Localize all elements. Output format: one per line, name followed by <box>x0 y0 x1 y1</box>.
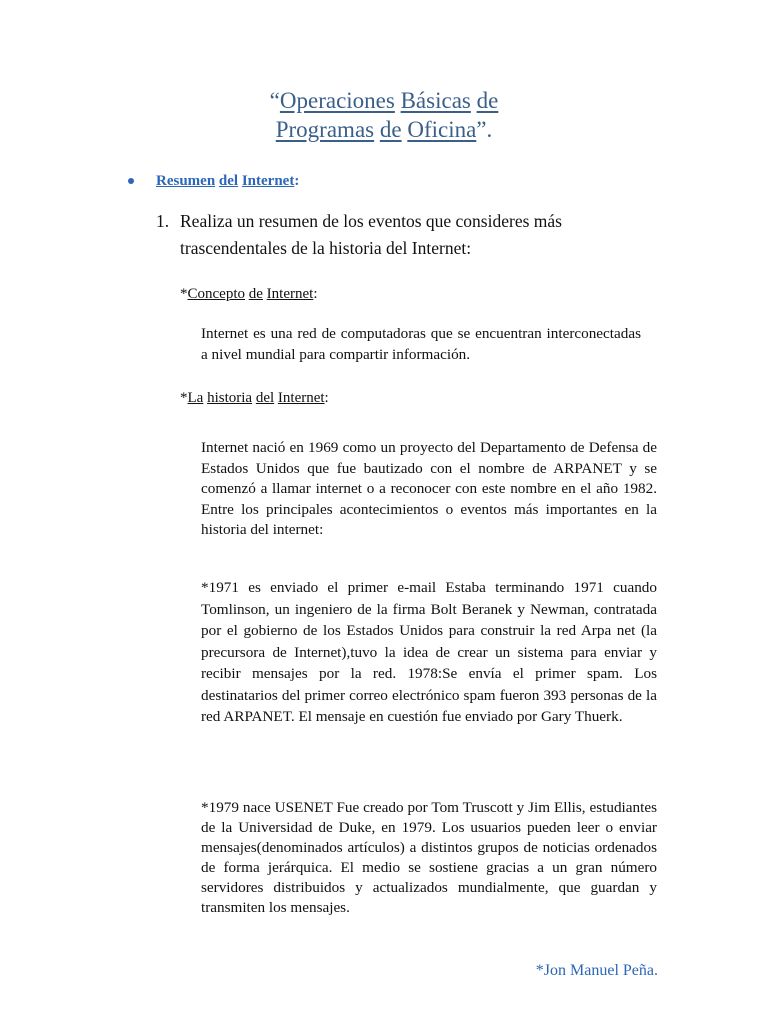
item-text: Realiza un resumen de los eventos que consideres más trascendentales de la historia del Internet: <box>180 211 562 258</box>
subhead-word: de <box>248 286 263 302</box>
historia-paragraph-1: Internet nació en 1969 como un proyecto del Departamento de Defensa de Estados Unidos que fue bautizado con el nombre de ARPANET y se comenzó a llamar internet o a reconocer con este nombre en el año 1982. Entre los principales acontecimientos o eventos más importantes en la historia del internet: <box>201 439 657 538</box>
historia-paragraph-3: *1979 nace USENET Fue creado por Tom Truscott y Jim Ellis, estudiantes de la Universidad de Duke, en 1979. Los usuarios pueden leer o enviar mensajes(denominados artículos) a distintos grupos de noticias ordenados de forma jerárquica. El medio se sostiene gracias a un gran número servidores distribuidos y actualizados mundialmente, que guardan y transmiten los mensajes. <box>201 799 657 916</box>
subhead-word: del <box>255 390 275 406</box>
title-word: de <box>379 117 402 142</box>
bullet-icon <box>128 178 134 184</box>
historia-paragraph-2: *1971 es enviado el primer e-mail Estaba terminando 1971 cuando Tomlinson, un ingeniero de la firma Bolt Beranek y Newman, contratada por el gobierno de los Estados Unidos para construir la red Arpa net (la precursora de Internet),tuvo la idea de crear un sistema para enviar y recibir mensajes por la red. 1978:Se envía el primer spam. Los destinatarios del primer correo electrónico spam fueron 393 personas de la red ARPANET. El mensaje en cuestión fue enviado por Gary Thuerk. <box>201 579 657 725</box>
document-title <box>0 86 768 144</box>
subhead-word: Internet <box>277 390 325 406</box>
title-word: Operaciones <box>279 88 395 113</box>
concepto-heading <box>180 284 317 304</box>
historia-heading <box>180 388 329 408</box>
heading-suffix: : <box>294 173 300 189</box>
heading-word: Resumen <box>156 173 216 189</box>
subhead-word: Concepto <box>187 286 245 302</box>
subhead-prefix: * <box>180 390 188 406</box>
title-word: Oficina <box>407 117 477 142</box>
subhead-word: historia <box>207 390 253 406</box>
concepto-paragraph: Internet es una red de computadoras que se encuentran interconectadas a nivel mundial para compartir información. <box>201 325 641 363</box>
title-line-2 <box>0 115 768 144</box>
subhead-suffix: : <box>324 390 329 406</box>
title-close-quote: ”. <box>476 117 493 142</box>
item-number: 1. <box>156 211 170 231</box>
subhead-word: Internet <box>266 286 314 302</box>
title-word: Programas <box>275 117 375 142</box>
author-signature: *Jon Manuel Peña. <box>535 962 658 979</box>
heading-word: Internet <box>241 173 295 189</box>
subhead-word: La <box>187 390 204 406</box>
title-word: de <box>476 88 499 113</box>
section-heading-text <box>156 171 299 191</box>
heading-word: del <box>218 173 239 189</box>
title-open-quote: “ <box>269 88 280 113</box>
title-line-1 <box>0 86 768 115</box>
subhead-suffix: : <box>313 286 318 302</box>
title-word: Básicas <box>400 88 471 113</box>
subhead-prefix: * <box>180 286 188 302</box>
numbered-item-1 <box>156 208 656 262</box>
